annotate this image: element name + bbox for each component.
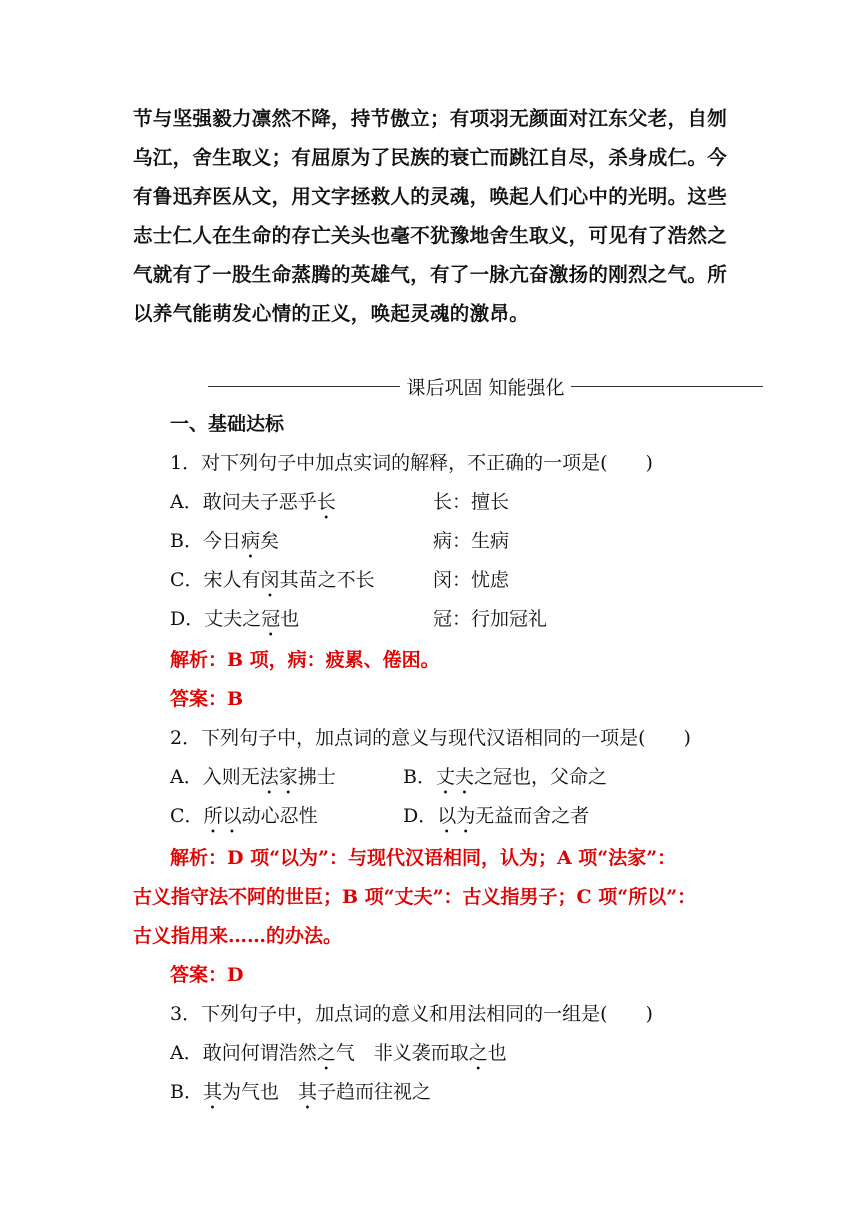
intro-line: 以养气能萌发心情的正义，唤起灵魂的激昂。 xyxy=(133,302,530,325)
q1-analysis: 解析：B 项，病：疲累、倦困。 xyxy=(170,649,440,671)
q2-analysis-line: 解析：D 项“以为”：与现代汉语相同，认为；A 项“法家”： xyxy=(170,847,677,869)
dotted-word: 以为 xyxy=(437,805,476,827)
dotted-word: 之 xyxy=(468,1042,488,1064)
dotted-word: 病 xyxy=(240,530,260,552)
divider-line-left xyxy=(208,386,400,387)
intro-line: 乌江，舍生取义；有屈原为了民族的衰亡而跳江自尽，杀身成仁。今 xyxy=(133,146,728,169)
divider-line-right xyxy=(571,386,763,387)
dotted-word: 长 xyxy=(316,491,336,513)
q1-note-a: 长：擅长 xyxy=(433,491,510,513)
section-divider xyxy=(208,372,763,400)
q2-analysis-line: 古义指用来……的办法。 xyxy=(133,925,343,947)
intro-line: 节与坚强毅力凛然不降，持节傲立；有项羽无颜面对江东父老，自刎 xyxy=(133,107,728,130)
dotted-word: 法家 xyxy=(259,766,298,788)
q1-note-b: 病：生病 xyxy=(433,530,510,552)
q2-answer: 答案：D xyxy=(170,964,244,986)
q2-option-d: D．以为无益而舍之者 xyxy=(403,805,590,827)
dotted-word: 之 xyxy=(316,1042,336,1064)
q3-option-b: B．其为气也 其子趋而往视之 xyxy=(170,1081,432,1103)
dotted-word: 所以 xyxy=(203,805,242,827)
dotted-word: 闵 xyxy=(260,569,280,591)
q1-note-d: 冠：行加冠礼 xyxy=(433,608,548,630)
section-title: 课后巩固 知能强化 xyxy=(406,376,565,399)
dotted-word: 冠 xyxy=(261,608,281,630)
q2-option-a: A．入则无法家拂士 xyxy=(170,766,336,788)
dotted-word: 丈夫 xyxy=(435,766,474,788)
q1-option-c: C．宋人有闵其苗之不长 xyxy=(170,569,375,591)
question-1-stem: 1．对下列句子中加点实词的解释，不正确的一项是( ) xyxy=(170,452,653,474)
intro-line: 有鲁迅弃医从文，用文字拯救人的灵魂，唤起人们心中的光明。这些 xyxy=(133,185,728,208)
q1-note-c: 闵：忧虑 xyxy=(433,569,510,591)
q1-answer: 答案：B xyxy=(170,688,244,710)
q2-analysis-line: 古义指守法不阿的世臣；B 项“丈夫”：古义指男子；C 项“所以”： xyxy=(133,886,697,908)
question-3-stem: 3．下列句子中，加点词的意义和用法相同的一组是( ) xyxy=(170,1003,653,1025)
q3-option-a: A．敢问何谓浩然之气 非义袭而取之也 xyxy=(170,1042,507,1064)
question-2-stem: 2．下列句子中，加点词的意义与现代汉语相同的一项是( ) xyxy=(170,727,691,749)
dotted-word: 其 xyxy=(202,1081,222,1103)
q1-option-d: D．丈夫之冠也 xyxy=(170,608,300,630)
part-heading: 一、基础达标 xyxy=(170,413,285,435)
intro-line: 志士仁人在生命的存亡关头也毫不犹豫地舍生取义，可见有了浩然之 xyxy=(133,224,728,247)
q2-option-c: C．所以动心忍性 xyxy=(170,805,318,827)
q1-option-a: A．敢问夫子恶乎长 xyxy=(170,491,336,513)
dotted-word: 其 xyxy=(298,1081,318,1103)
q1-option-b: B．今日病矣 xyxy=(170,530,279,552)
intro-line: 气就有了一股生命蒸腾的英雄气，有了一脉亢奋激扬的刚烈之气。所 xyxy=(133,263,728,286)
intro-paragraph xyxy=(133,99,733,333)
q2-option-b: B．丈夫之冠也，父命之 xyxy=(403,766,607,788)
